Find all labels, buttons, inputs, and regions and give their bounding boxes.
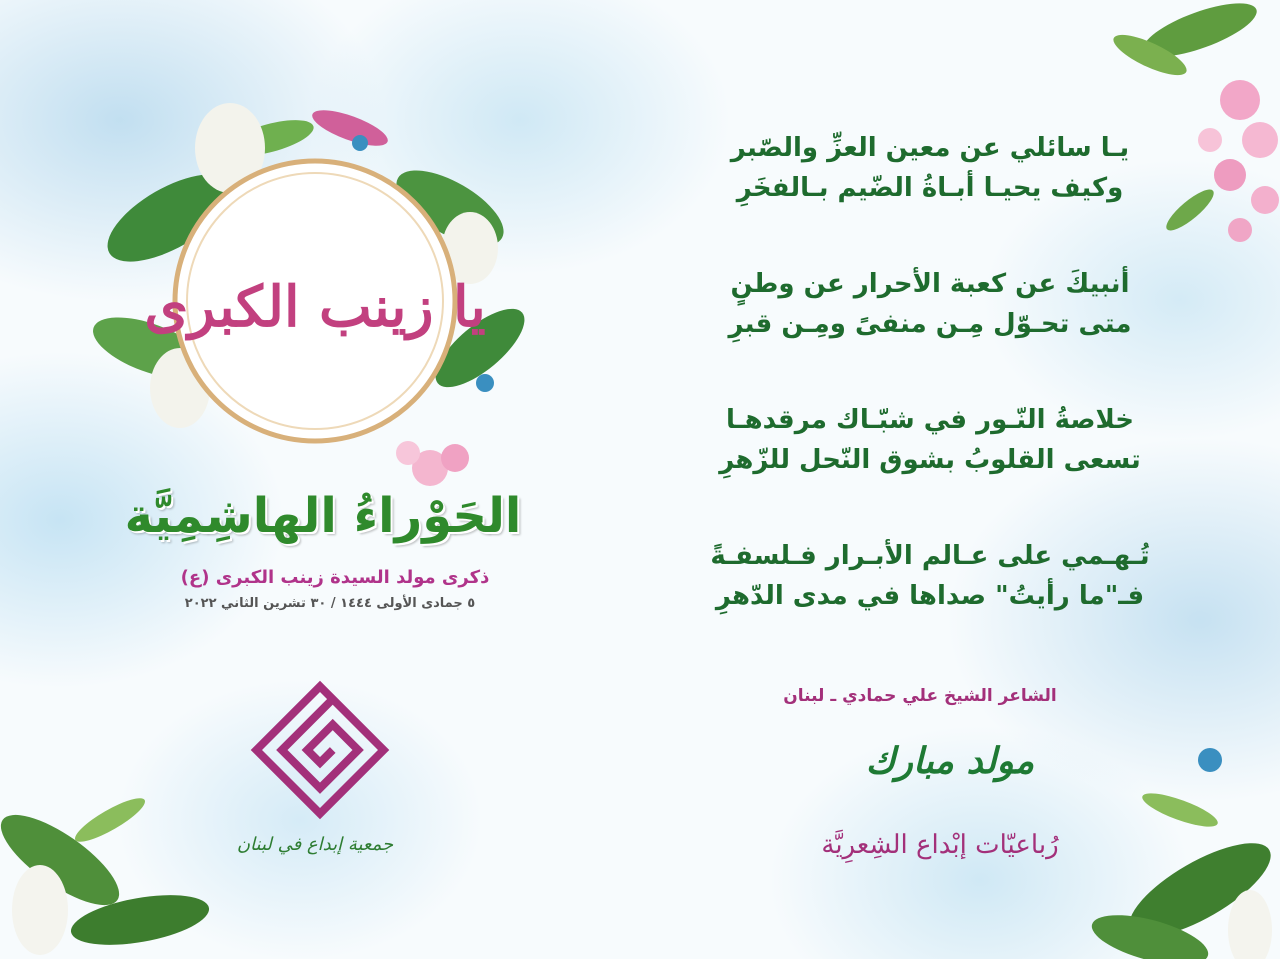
- occasion-date: ٥ جمادى الأولى ١٤٤٤ / ٣٠ تشرين الثاني ٢٠٢٢: [184, 596, 476, 611]
- floral-corner-bottom-right: [1080, 740, 1280, 959]
- poet-credit: الشاعر الشيخ علي حمادي ـ لبنان: [783, 686, 1057, 706]
- poem-line: متى تحـوّل مِـن منفىً ومِـن قبرِ: [728, 309, 1132, 339]
- greeting-calligraphy: مولد مبارك: [865, 740, 1035, 782]
- poem-line: أنبيكَ عن كعبة الأحرار عن وطنٍ: [730, 269, 1130, 299]
- poem-stanza: [710, 400, 1150, 480]
- association-signature: جمعية إبداع في لبنان: [236, 834, 394, 855]
- poem-line: وكيف يحيـا أبـاةُ الضّيم بـالفخَرِ: [736, 173, 1124, 203]
- poem-line: يـا سائلي عن معين العزِّ والصّبر: [730, 133, 1130, 163]
- occasion-subtitle: ذكرى مولد السيدة زينب الكبرى (ع): [180, 567, 490, 588]
- poem-line: خلاصةُ النّـور في شبّـاك مرقدهـا: [725, 405, 1134, 435]
- poem-stanza: [710, 128, 1150, 208]
- poem-stanza: [710, 264, 1150, 344]
- poem-line: فـ"ما رأيتُ" صداها في مدى الدّهرِ: [715, 581, 1145, 611]
- poem-line: تُـهـمي على عـالم الأبـرار فـلسفـةً: [710, 541, 1150, 571]
- calligraphy-medallion: [90, 88, 530, 498]
- poem-line: تسعى القلوبُ بشوق النّحل للزّهرِ: [719, 445, 1141, 475]
- poem: [710, 128, 1150, 672]
- calligraphy-text: يا زينب الكبرى: [144, 274, 486, 340]
- poem-stanza: [710, 536, 1150, 616]
- page-title: الحَوْراءُ الهاشِمِيَّة: [124, 488, 522, 544]
- floral-corner-bottom-left: [0, 780, 220, 959]
- series-signature: رُباعيّات إبْداع الشِعرِيَّة: [821, 830, 1059, 860]
- kufic-logo: [245, 675, 395, 825]
